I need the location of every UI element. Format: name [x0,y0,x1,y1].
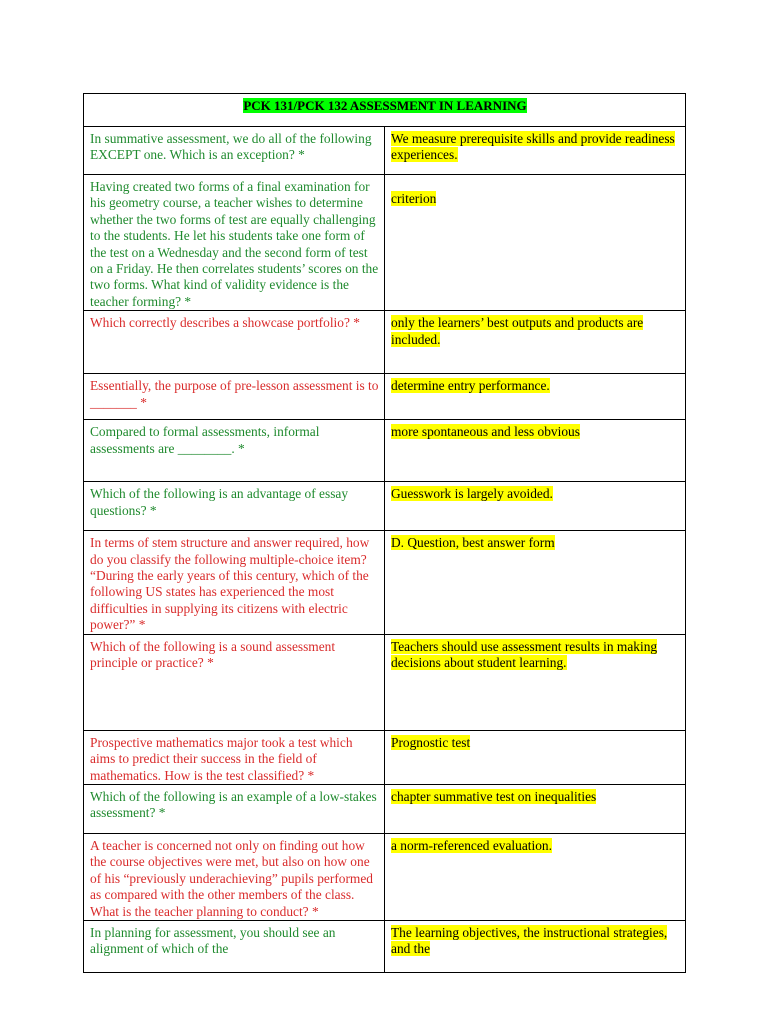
document-title: PCK 131/PCK 132 ASSESSMENT IN LEARNING [243,98,527,113]
question-text: A teacher is concerned not only on finding out how the course objectives were met, but also on how one of his “previously underachieving” pupils performed as compared with the other members of the class. What is the teacher planning to conduct? * [90,837,373,919]
table-row [84,920,686,972]
question-cell [84,920,385,972]
question-cell [84,634,385,730]
question-text: Prospective mathematics major took a test which aims to predict their success in the field of mathematics. How is the test classified? * [90,734,353,783]
table-row [84,784,686,833]
question-cell [84,531,385,634]
table-row [84,482,686,531]
question-text: Which of the following is a sound assessment principle or practice? * [90,638,336,671]
question-text: In terms of stem structure and answer required, how do you classify the following multiple-choice item? “During the early years of this century, which of the following US states has experienced the most difficulties in supplying its citizens with electric power?” * [90,535,370,633]
question-cell [84,127,385,175]
question-cell [84,175,385,311]
answer-cell [385,531,686,634]
question-text: Having created two forms of a final examination for his geometry course, a teacher wishes to determine whether the two forms of test are equally challenging to the students. He let his students take one form of the test on a Wednesday and the second form of test on a Friday. He then correlates students’ scores on the two forms. What kind of validity evidence is the teacher forming? * [90,179,379,309]
answer-text: Guesswork is largely avoided. [391,486,553,502]
answer-cell [385,482,686,531]
question-cell [84,730,385,784]
answer-text: chapter summative test on inequalities [391,788,597,804]
answer-text: more spontaneous and less obvious [391,424,580,440]
question-cell [84,311,385,374]
title-row [84,94,686,127]
answer-text: We measure prerequisite skills and provide readiness experiences. [391,131,675,163]
table-row [84,634,686,730]
answer-cell [385,311,686,374]
answer-cell [385,420,686,482]
answer-text: The learning objectives, the instructional strategies, and the [391,924,668,957]
question-text: Compared to formal assessments, informal assessments are ________. * [90,424,320,456]
question-cell [84,833,385,920]
answer-text: Prognostic test [391,734,471,750]
table-row [84,730,686,784]
table-row [84,374,686,420]
answer-text: Teachers should use assessment results in making decisions about student learning. [391,638,658,671]
answer-cell [385,920,686,972]
answer-cell [385,127,686,175]
table-row [84,175,686,311]
question-text: Essentially, the purpose of pre-lesson assessment is to _______ * [90,378,379,410]
table-row [84,420,686,482]
question-cell [84,784,385,833]
answer-cell [385,784,686,833]
answer-cell [385,730,686,784]
answer-text: a norm-referenced evaluation. [391,837,552,853]
answer-text: D. Question, best answer form [391,535,555,551]
answer-cell [385,374,686,420]
table-row [84,127,686,175]
table-row [84,311,686,374]
answer-cell [385,833,686,920]
qa-table [83,93,686,973]
question-text: Which correctly describes a showcase portfolio? * [90,315,360,331]
answer-text: criterion [391,191,437,206]
question-text: In planning for assessment, you should see an alignment of which of the [90,924,336,957]
question-cell [84,374,385,420]
title-cell [84,94,686,127]
answer-text: determine entry performance. [391,378,550,394]
answer-cell [385,634,686,730]
answer-text: only the learners’ best outputs and products are included. [391,315,644,347]
question-text: Which of the following is an example of a low-stakes assessment? * [90,788,377,821]
table-row [84,531,686,634]
table-row [84,833,686,920]
question-text: Which of the following is an advantage of essay questions? * [90,486,349,518]
question-cell [84,482,385,531]
question-cell [84,420,385,482]
question-text: In summative assessment, we do all of the following EXCEPT one. Which is an exception? * [90,131,372,163]
answer-cell [385,175,686,311]
